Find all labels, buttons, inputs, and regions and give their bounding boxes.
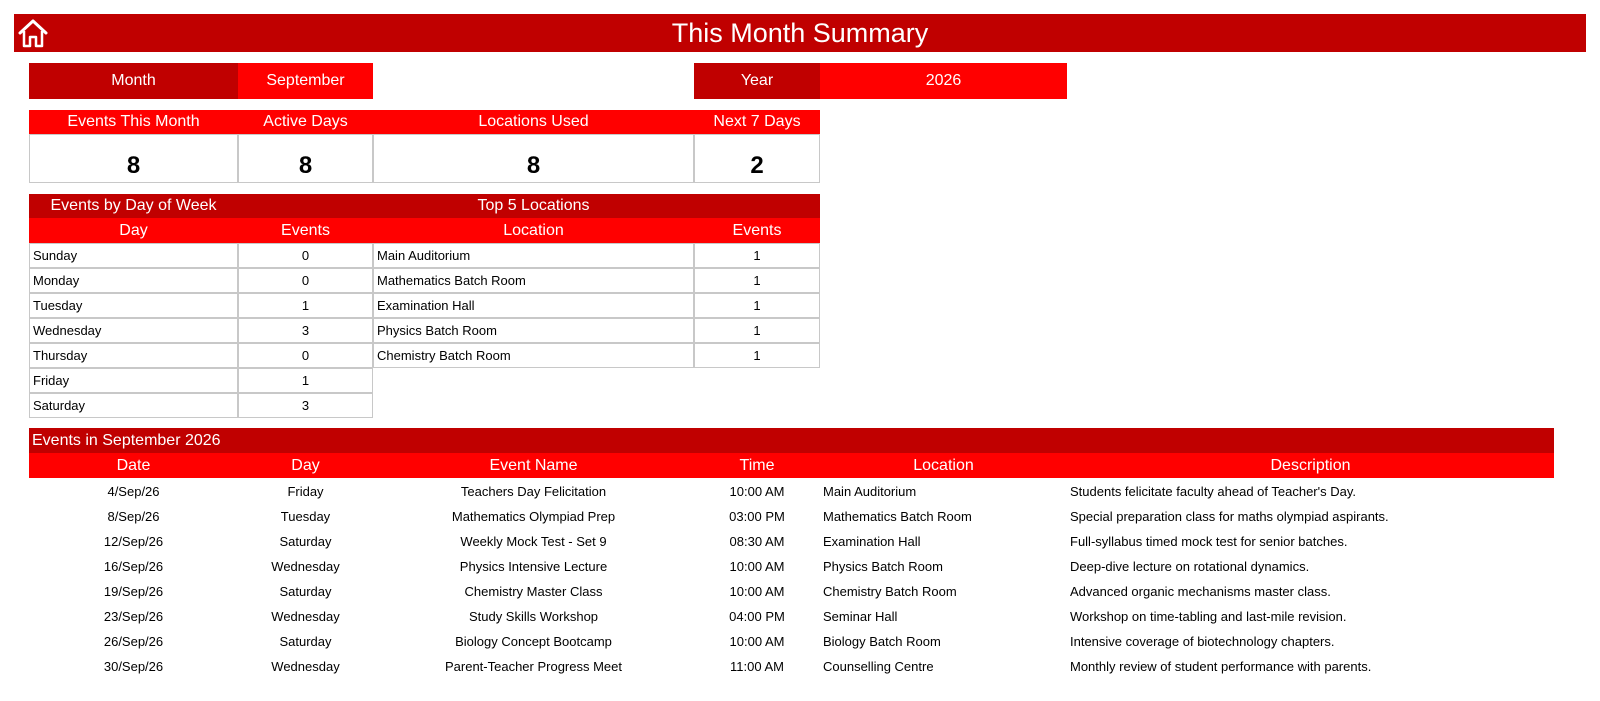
dow-row-day: Friday bbox=[29, 368, 238, 393]
event-date: 8/Sep/26 bbox=[107, 509, 160, 524]
event-description: Monthly review of student performance with parents. bbox=[1070, 659, 1372, 674]
event-description: Advanced organic mechanisms master class. bbox=[1070, 584, 1331, 599]
locations-col-events: Events bbox=[694, 218, 820, 243]
event-date: 19/Sep/26 bbox=[103, 584, 164, 599]
dow-section-title-fill bbox=[238, 194, 373, 218]
dow-row-day: Thursday bbox=[29, 343, 238, 368]
dow-col-day: Day bbox=[29, 218, 238, 243]
event-time: 08:30 AM bbox=[729, 534, 785, 549]
event-date: 23/Sep/26 bbox=[103, 609, 164, 624]
locations-section-title: Top 5 Locations bbox=[373, 194, 694, 218]
event-description: Students felicitate faculty ahead of Teacher's Day. bbox=[1070, 484, 1356, 499]
location-row-name: Chemistry Batch Room bbox=[373, 343, 694, 368]
event-location: Seminar Hall bbox=[823, 609, 898, 624]
dow-row-events: 3 bbox=[238, 318, 373, 343]
dow-row-day: Tuesday bbox=[29, 293, 238, 318]
event-date: 26/Sep/26 bbox=[103, 634, 164, 649]
locations-col-location: Location bbox=[373, 218, 694, 243]
kpi-value-locations-used: 8 bbox=[373, 134, 694, 183]
dow-row-day: Sunday bbox=[29, 243, 238, 268]
page-title: This Month Summary bbox=[671, 17, 929, 48]
event-time: 03:00 PM bbox=[729, 509, 785, 524]
event-day: Saturday bbox=[279, 534, 332, 549]
dow-row-day: Wednesday bbox=[29, 318, 238, 343]
kpi-label-active-days: Active Days bbox=[238, 110, 373, 134]
dow-row-events: 0 bbox=[238, 268, 373, 293]
event-date: 16/Sep/26 bbox=[103, 559, 164, 574]
event-day: Saturday bbox=[279, 584, 332, 599]
title-banner bbox=[14, 14, 1586, 52]
event-day: Wednesday bbox=[271, 659, 340, 674]
dow-row-day: Monday bbox=[29, 268, 238, 293]
event-day: Wednesday bbox=[271, 609, 340, 624]
event-name: Biology Concept Bootcamp bbox=[455, 634, 612, 649]
year-label: Year bbox=[694, 63, 820, 99]
dow-row-events: 0 bbox=[238, 343, 373, 368]
event-location: Counselling Centre bbox=[823, 659, 934, 674]
event-name: Study Skills Workshop bbox=[468, 609, 599, 624]
event-time: 10:00 AM bbox=[729, 584, 785, 599]
location-row-name: Main Auditorium bbox=[373, 243, 694, 268]
home-icon[interactable] bbox=[17, 17, 49, 49]
event-name: Teachers Day Felicitation bbox=[460, 484, 607, 499]
dow-row-events: 0 bbox=[238, 243, 373, 268]
month-label: Month bbox=[29, 63, 238, 99]
events-col-date: Date bbox=[116, 456, 151, 474]
events-col-description: Description bbox=[1270, 456, 1351, 474]
event-location: Biology Batch Room bbox=[823, 634, 941, 649]
event-description: Full-syllabus timed mock test for senior batches. bbox=[1070, 534, 1348, 549]
location-row-name: Examination Hall bbox=[373, 293, 694, 318]
location-row-events: 1 bbox=[694, 268, 820, 293]
event-description: Workshop on time-tabling and last-mile revision. bbox=[1070, 609, 1347, 624]
event-name: Weekly Mock Test - Set 9 bbox=[460, 534, 607, 549]
location-row-events: 1 bbox=[694, 318, 820, 343]
kpi-label-locations-used: Locations Used bbox=[373, 110, 694, 134]
event-time: 10:00 AM bbox=[729, 634, 785, 649]
event-location: Main Auditorium bbox=[823, 484, 917, 499]
events-section-title: Events in September 2026 bbox=[29, 428, 1554, 453]
events-col-day: Day bbox=[291, 456, 320, 474]
event-date: 30/Sep/26 bbox=[103, 659, 164, 674]
dow-row-events: 1 bbox=[238, 293, 373, 318]
event-day: Tuesday bbox=[280, 509, 331, 524]
event-description: Special preparation class for maths olympiad aspirants. bbox=[1070, 509, 1389, 524]
events-col-time: Time bbox=[739, 456, 775, 474]
location-row-events: 1 bbox=[694, 243, 820, 268]
events-col-name: Event Name bbox=[489, 456, 578, 474]
event-time: 11:00 AM bbox=[730, 659, 784, 674]
dow-section-title: Events by Day of Week bbox=[29, 194, 238, 218]
event-date: 12/Sep/26 bbox=[103, 534, 164, 549]
month-selector[interactable]: September bbox=[238, 63, 373, 99]
locations-section-title-fill bbox=[694, 194, 820, 218]
year-selector[interactable]: 2026 bbox=[820, 63, 1067, 99]
event-day: Saturday bbox=[279, 634, 332, 649]
event-name: Mathematics Olympiad Prep bbox=[451, 509, 616, 524]
location-row-name: Mathematics Batch Room bbox=[373, 268, 694, 293]
event-location: Mathematics Batch Room bbox=[823, 509, 972, 524]
location-row-name: Physics Batch Room bbox=[373, 318, 694, 343]
kpi-label-next-7-days: Next 7 Days bbox=[694, 110, 820, 134]
location-row-events: 1 bbox=[694, 343, 820, 368]
location-row-events: 1 bbox=[694, 293, 820, 318]
event-name: Chemistry Master Class bbox=[464, 584, 603, 599]
events-col-location: Location bbox=[913, 456, 974, 474]
event-date: 4/Sep/26 bbox=[107, 484, 160, 499]
event-day: Wednesday bbox=[271, 559, 340, 574]
dow-row-day: Saturday bbox=[29, 393, 238, 418]
dow-row-events: 1 bbox=[238, 368, 373, 393]
dow-col-events: Events bbox=[238, 218, 373, 243]
dow-row-events: 3 bbox=[238, 393, 373, 418]
event-time: 04:00 PM bbox=[729, 609, 785, 624]
event-name: Parent-Teacher Progress Meet bbox=[444, 659, 623, 674]
event-description: Intensive coverage of biotechnology chapters. bbox=[1070, 634, 1335, 649]
kpi-value-next-7-days: 2 bbox=[694, 134, 820, 183]
event-location: Examination Hall bbox=[823, 534, 921, 549]
kpi-value-active-days: 8 bbox=[238, 134, 373, 183]
kpi-label-events-this-month: Events This Month bbox=[29, 110, 238, 134]
event-description: Deep-dive lecture on rotational dynamics. bbox=[1070, 559, 1310, 574]
event-location: Physics Batch Room bbox=[823, 559, 943, 574]
kpi-value-events-this-month: 8 bbox=[29, 134, 238, 183]
event-location: Chemistry Batch Room bbox=[823, 584, 957, 599]
event-day: Friday bbox=[287, 484, 324, 499]
event-time: 10:00 AM bbox=[729, 484, 785, 499]
event-name: Physics Intensive Lecture bbox=[459, 559, 608, 574]
event-time: 10:00 AM bbox=[729, 559, 785, 574]
